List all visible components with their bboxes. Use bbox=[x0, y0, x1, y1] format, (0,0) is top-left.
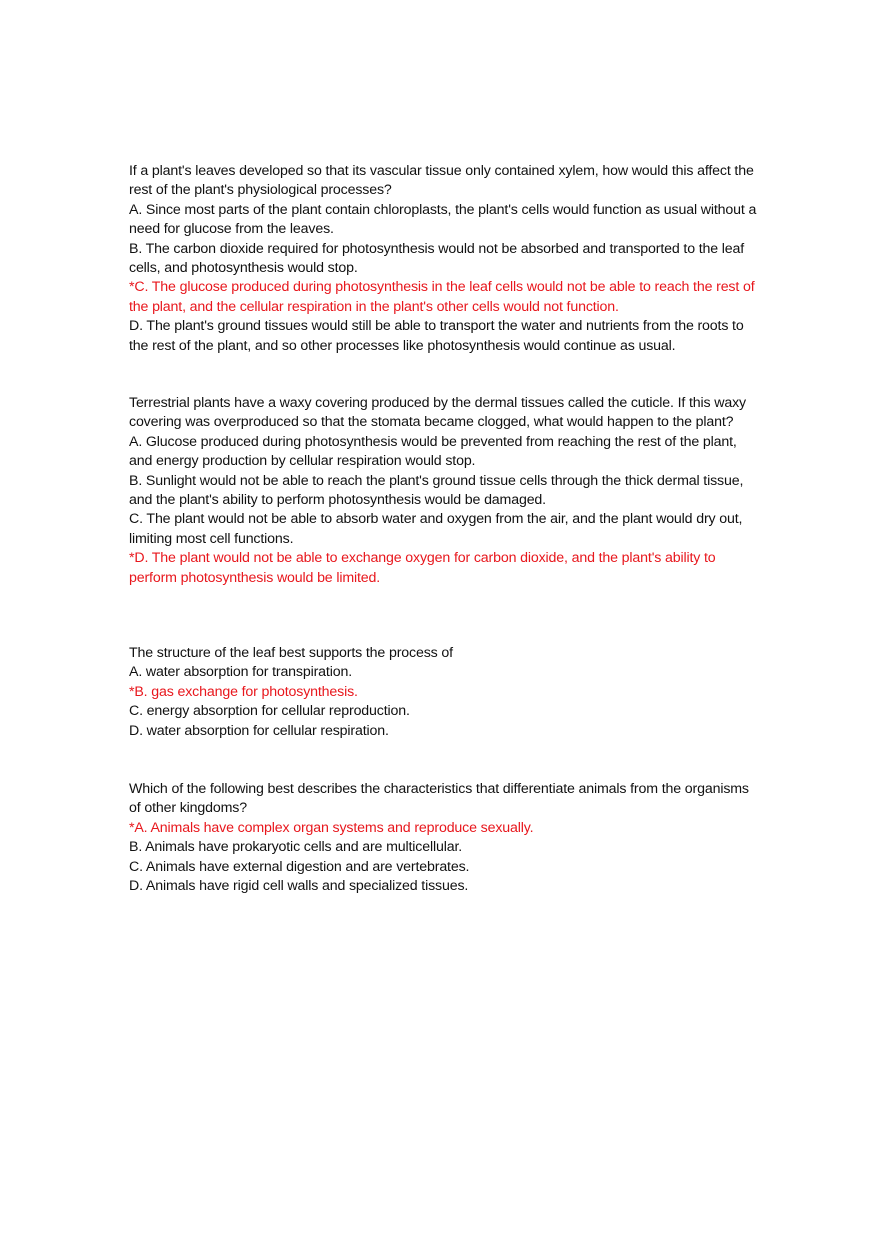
question-3-option-b-correct: *B. gas exchange for photosynthesis. bbox=[129, 683, 358, 700]
question-4-stem: Which of the following best describes the characteristics that differentiate animals from the organisms of other kingdoms? bbox=[129, 781, 749, 817]
question-3-option-c: C. energy absorption for cellular reproduction. bbox=[129, 703, 410, 720]
question-2-option-a: A. Glucose produced during photosynthesis would be prevented from reaching the rest of the plant, and energy production by cellular respiration would stop. bbox=[129, 433, 737, 470]
question-3-option-d: D. water absorption for cellular respiration. bbox=[129, 722, 389, 739]
question-2-option-d-correct: *D. The plant would not be able to exchange oxygen for carbon dioxide, and the plant's ability to perform photosynthesis would be limited. bbox=[129, 550, 716, 586]
question-4-option-c: C. Animals have external digestion and are vertebrates. bbox=[129, 858, 470, 875]
question-3 bbox=[129, 644, 759, 741]
question-2-stem: Terrestrial plants have a waxy covering produced by the dermal tissues called the cuticle. If this waxy covering was overproduced so that the stomata became clogged, what would happen to the plant? bbox=[129, 395, 746, 431]
question-4-option-a-correct: *A. Animals have complex organ systems and reproduce sexually. bbox=[129, 819, 534, 836]
question-2-option-b: B. Sunlight would not be able to reach the plant's ground tissue cells through the thick dermal tissue, and the plant's ability to perform photosynthesis would be damaged. bbox=[129, 472, 744, 509]
question-1-option-b: B. The carbon dioxide required for photosynthesis would not be absorbed and transported to the leaf cells, and photosynthesis would stop. bbox=[129, 240, 745, 277]
question-1-stem: If a plant's leaves developed so that its vascular tissue only contained xylem, how would this affect the rest of the plant's physiological processes? bbox=[129, 163, 754, 199]
question-4-option-d: D. Animals have rigid cell walls and specialized tissues. bbox=[129, 878, 469, 895]
question-4-option-b: B. Animals have prokaryotic cells and are multicellular. bbox=[129, 839, 463, 856]
question-3-stem: The structure of the leaf best supports the process of bbox=[129, 645, 453, 661]
question-4 bbox=[129, 780, 759, 896]
question-3-option-a: A. water absorption for transpiration. bbox=[129, 664, 352, 681]
question-1 bbox=[129, 162, 759, 356]
question-2-option-c: C. The plant would not be able to absorb water and oxygen from the air, and the plant would dry out, limiting most cell functions. bbox=[129, 511, 743, 547]
question-1-option-a: A. Since most parts of the plant contain chloroplasts, the plant's cells would function as usual without a need for glucose from the leaves. bbox=[129, 201, 757, 238]
question-1-option-c-correct: *C. The glucose produced during photosynthesis in the leaf cells would not be able to reach the rest of the plant, and the cellular respiration in the plant's other cells would not function. bbox=[129, 279, 755, 315]
question-2 bbox=[129, 394, 759, 588]
question-1-option-d: D. The plant's ground tissues would still be able to transport the water and nutrients from the roots to the rest of the plant, and so other processes like photosynthesis would continue as usual. bbox=[129, 318, 744, 354]
